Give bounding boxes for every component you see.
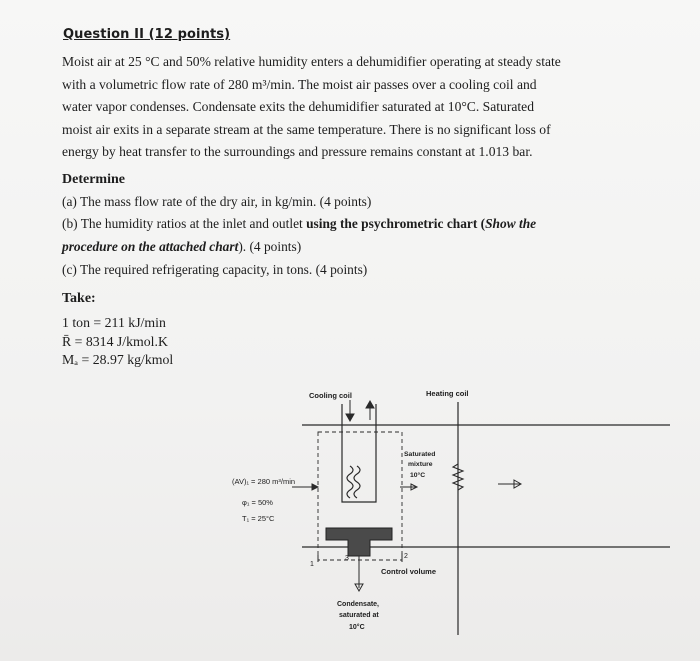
gas-constant-symbol: R̄ [62,334,72,349]
take-title: Take: [62,291,96,306]
statement-line: moist air exits in a separate stream at the same temperature. There is no significant loss of [62,121,551,137]
statement-line: water vapor condenses. Condensate exits the dehumidifier saturated at 10°C. Saturated [62,99,535,115]
saturated-mixture-label: 10°C [410,472,426,479]
inlet-flow-arrowhead [312,484,318,490]
inlet-temperature-label: T₁ = 25°C [242,514,275,523]
molar-mass-symbol: Mₐ [62,352,79,367]
question-heading: Question II (12 points) [63,27,231,42]
coolant-in-arrowhead [346,414,354,421]
statement-line: Moist air at 25 °C and 50% relative humidity enters a dehumidifier operating at steady state [62,54,561,69]
condensate-label: Condensate, [337,601,380,608]
state-2-label: 2 [404,553,408,560]
statement-line: energy by heat transfer to the surroundings and pressure remains constant at 1.013 bar. [62,144,533,160]
heating-coil-label: Heating coil [426,389,469,398]
gas-constant-value: = 8314 J/kmol.K [71,334,168,349]
determine-title: Determine [62,172,125,187]
item-b-bold-italic: Show the [485,216,537,231]
item-b-bold: using the psychrometric chart ( [306,216,486,231]
cooling-coil-winding [354,466,360,498]
volumetric-flow-label: (AV)₁ = 280 m³/min [232,477,296,486]
item-c: (c) The required refrigerating capacity, in tons. (4 points) [62,262,368,277]
control-volume-label: Control volume [381,567,437,576]
coolant-out-arrowhead [366,401,374,408]
saturated-mixture-label: Saturated [404,451,436,458]
item-b-line2-text: ). (4 points) [238,239,302,254]
state-1-label: 1 [310,561,314,568]
condensate-tray [326,528,392,556]
relative-humidity-label: φ₁ = 50% [242,498,273,507]
item-b-text: (b) The humidity ratios at the inlet and outlet [62,216,307,231]
condensate-label: 10°C [349,624,365,631]
cooling-coil-label: Cooling coil [309,391,352,400]
item-a: (a) The mass flow rate of the dry air, in kg/min. (4 points) [62,194,372,209]
cooling-coil-winding [347,466,353,498]
state-3-label: 3 [345,555,349,562]
statement-line: with a volumetric flow rate of 280 m³/min. The moist air passes over a cooling coil and [62,76,537,92]
item-b-line2-bold-italic: procedure on the attached chart [62,239,239,254]
condensate-label: saturated at [339,612,379,619]
take-ton: 1 ton = 211 kJ/min [62,315,166,330]
saturated-mixture-label: mixture [408,461,433,468]
molar-mass-value: = 28.97 kg/kmol [78,352,174,367]
